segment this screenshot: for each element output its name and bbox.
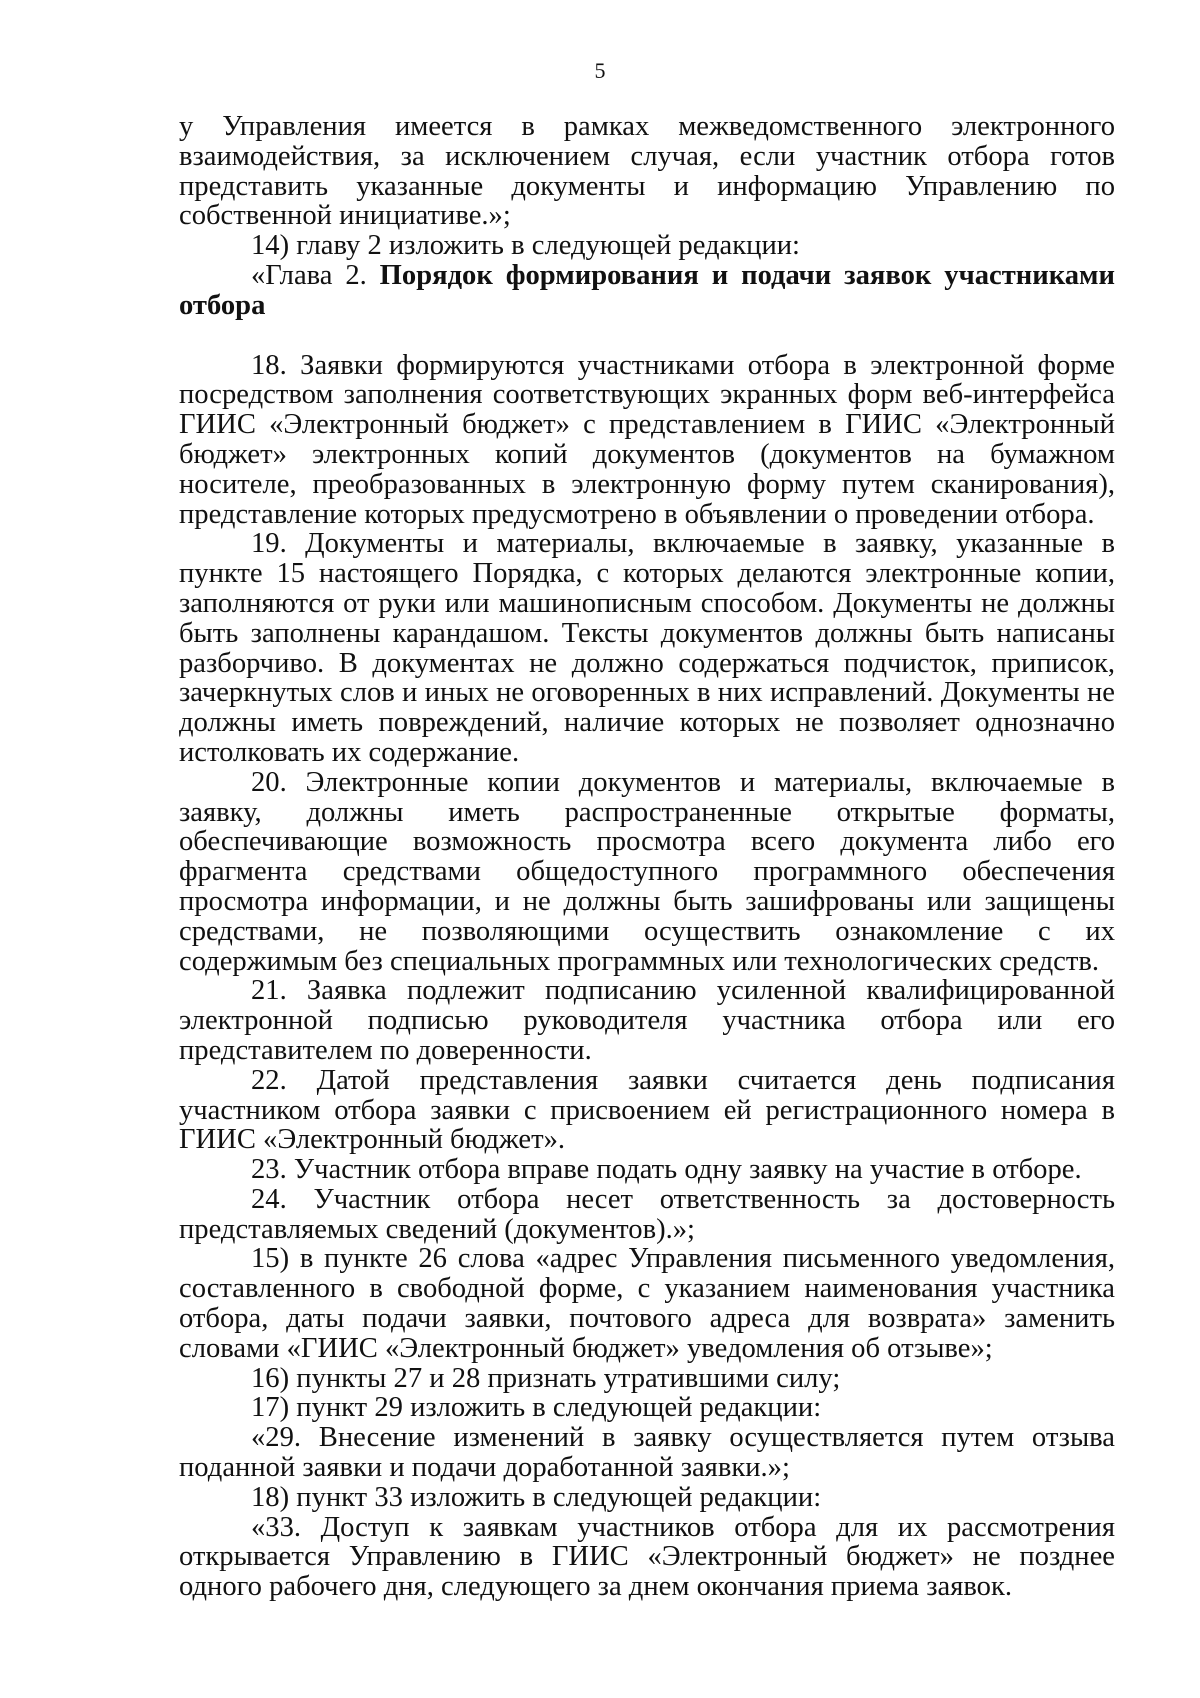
paragraph-24: 24. Участник отбора несет ответственность за достоверность представляемых сведений (документов).»; — [179, 1183, 1115, 1245]
paragraph-item-14: 14) главу 2 изложить в следующей редакции: — [251, 230, 800, 262]
paragraph-continuation: у Управления имеется в рамках межведомственного электронного взаимодействия, за исключением случая, если участник отбора готов представить указанные документы и информацию Управлению по собственной инициативе.»; — [179, 111, 1115, 232]
paragraph-19: 19. Документы и материалы, включаемые в заявку, указанные в пункте 15 настоящего Порядка, с которых делаются электронные копии, заполняются от руки или машинописным способом. Документы не должны быть заполнены карандашом. Тексты документов должны быть написаны разборчиво. В документах не должно содержаться подчисток, приписок, зачеркнутых слов и иных не оговоренных в них исправлений. Документы не должны иметь повреждений, наличие которых не позволяет однозначно истолковать их содержание. — [179, 528, 1115, 768]
paragraph-20: 20. Электронные копии документов и материалы, включаемые в заявку, должны иметь распространенные открытые форматы, обеспечивающие возможность просмотра всего документа либо его фрагмента средствами общедоступного программного обеспечения просмотра информации, и не должны быть зашифрованы или защищены средствами, не позволяющими осуществить ознакомление с их содержимым без специальных программных или технологических средств. — [179, 766, 1115, 977]
paragraph-item-17: 17) пункт 29 изложить в следующей редакции: — [251, 1392, 822, 1424]
paragraph-29: «29. Внесение изменений в заявку осуществляется путем отзыва поданной заявки и подачи доработанной заявки.»; — [179, 1422, 1115, 1484]
paragraph-item-18: 18) пункт 33 изложить в следующей редакции: — [251, 1481, 822, 1513]
chapter-heading-prefix: «Глава 2. — [251, 259, 380, 291]
chapter-heading-title: Порядок формирования и подачи заявок участниками отбора — [179, 259, 1115, 321]
chapter-heading — [179, 261, 1115, 321]
document-body — [179, 112, 1115, 1602]
paragraph-item-15: 15) в пункте 26 слова «адрес Управления письменного уведомления, составленного в свободной форме, с указанием наименования участника отбора, даты подачи заявки, почтового адреса для возврата» заменить словами «ГИИС «Электронный бюджет» уведомления об отзыве»; — [179, 1243, 1115, 1364]
paragraph-18: 18. Заявки формируются участниками отбора в электронной форме посредством заполнения соответствующих экранных форм веб-интерфейса ГИИС «Электронный бюджет» с представлением в ГИИС «Электронный бюджет» электронных копий документов (документов на бумажном носителе, преобразованных в электронную форму путем сканирования), представление которых предусмотрено в объявлении о проведении отбора. — [179, 349, 1115, 530]
page-number: 5 — [594, 58, 606, 83]
heading-spacer — [179, 321, 1115, 351]
paragraph-item-16: 16) пункты 27 и 28 признать утратившими силу; — [251, 1362, 841, 1394]
paragraph-33: «33. Доступ к заявкам участников отбора для их рассмотрения открывается Управлению в ГИИС «Электронный бюджет» не позднее одного рабочего дня, следующего за днем окончания приема заявок. — [179, 1511, 1115, 1603]
paragraph-21: 21. Заявка подлежит подписанию усиленной квалифицированной электронной подписью руководителя участника отбора или его представителем по доверенности. — [179, 975, 1115, 1066]
paragraph-23: 23. Участник отбора вправе подать одну заявку на участие в отборе. — [251, 1154, 1082, 1186]
paragraph-22: 22. Датой представления заявки считается день подписания участником отбора заявки с присвоением ей регистрационного номера в ГИИС «Электронный бюджет». — [179, 1064, 1115, 1156]
